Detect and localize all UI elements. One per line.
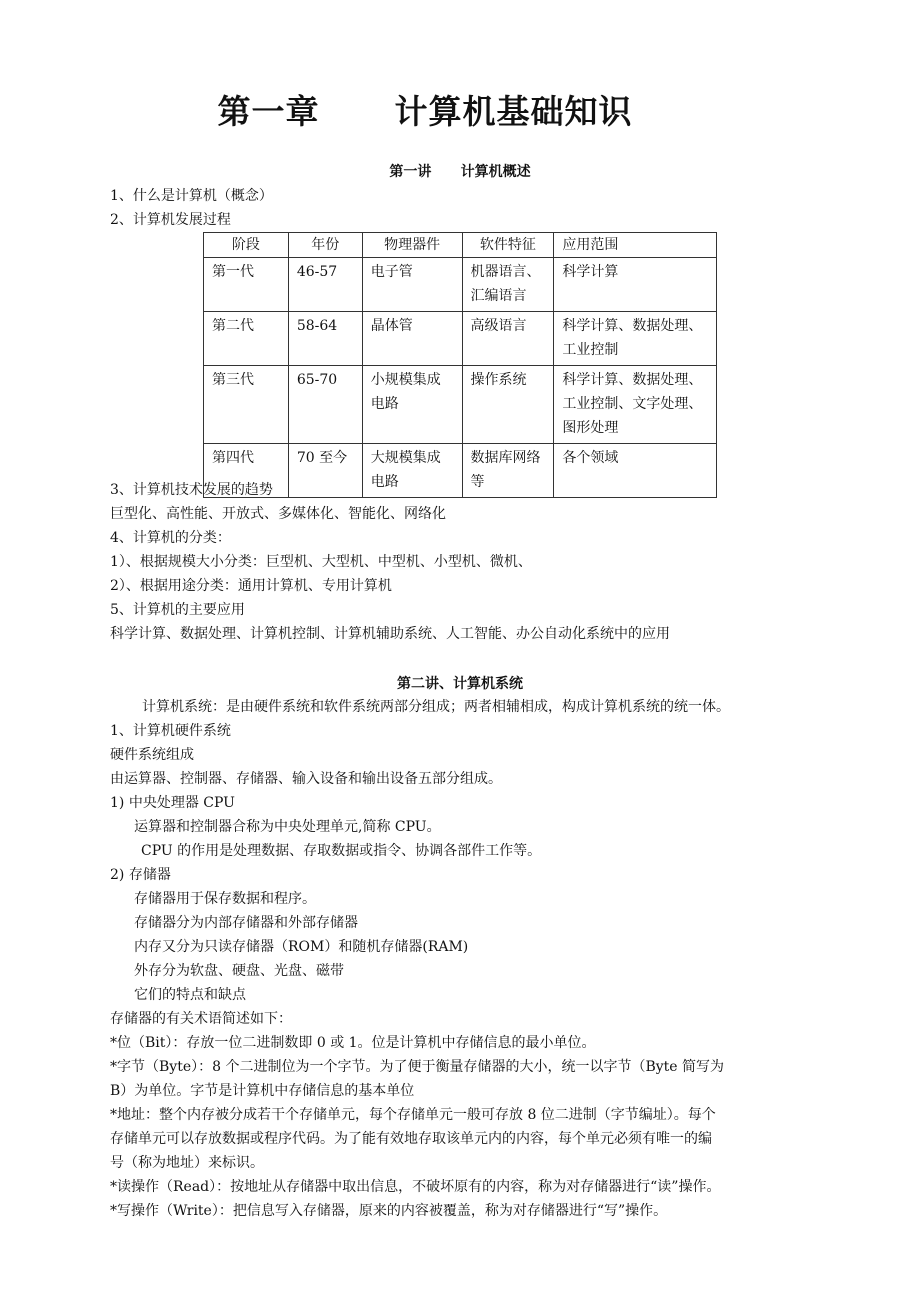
lecture-1-heading: 第一讲 计算机概述 <box>389 164 531 180</box>
trend-list: 巨型化、高性能、开放式、多媒体化、智能化、网络化 <box>110 506 446 522</box>
storage-line: 存储器用于保存数据和程序。 <box>134 891 316 907</box>
table-row <box>204 312 717 366</box>
item-classification: 4、计算机的分类： <box>110 530 231 546</box>
term-line: *字节（Byte）：8 个二进制位为一个字节。为了便于衡量存储器的大小，统一以字节（Byte 简写为 <box>110 1059 725 1075</box>
hardware-parts: 由运算器、控制器、存储器、输入设备和输出设备五部分组成。 <box>110 771 502 787</box>
cpu-definition: 运算器和控制器合称为中央处理单元,简称 CPU。 <box>134 819 441 835</box>
cell-software: 操作系统 <box>462 366 554 444</box>
cell-years: 70 至今 <box>288 444 362 498</box>
cell-software: 高级语言 <box>462 312 554 366</box>
storage-line: 内存又分为只读存储器（ROM）和随机存储器(RAM) <box>134 939 469 955</box>
table-row <box>204 366 717 444</box>
cell-application: 各个领域 <box>554 444 717 498</box>
cell-years: 65-70 <box>288 366 362 444</box>
term-line: *地址：整个内存被分成若干个存储单元，每个存储单元一般可存放 8 位二进制（字节编址）。每个 <box>110 1107 716 1123</box>
cell-years: 46-57 <box>288 258 362 312</box>
cell-application: 科学计算、数据处理、工业控制 <box>554 312 717 366</box>
cpu-heading: 1) 中央处理器 CPU <box>110 795 235 811</box>
table-row <box>204 258 717 312</box>
classification-by-size: 1）、根据规模大小分类：巨型机、大型机、中型机、小型机、微机、 <box>110 554 532 570</box>
cell-application: 科学计算 <box>554 258 717 312</box>
lecture-2-heading: 第二讲、计算机系统 <box>397 676 523 692</box>
cell-stage: 第三代 <box>204 366 289 444</box>
hardware-composition: 硬件系统组成 <box>110 747 194 763</box>
cell-application: 科学计算、数据处理、工业控制、文字处理、图形处理 <box>554 366 717 444</box>
storage-line: 外存分为软盘、硬盘、光盘、磁带 <box>134 963 344 979</box>
cell-device: 电子管 <box>362 258 462 312</box>
item-trend: 3、计算机技术发展的趋势 <box>110 482 273 498</box>
applications-list: 科学计算、数据处理、计算机控制、计算机辅助系统、人工智能、办公自动化系统中的应用 <box>110 626 670 642</box>
classification-by-use: 2）、根据用途分类：通用计算机、专用计算机 <box>110 578 392 594</box>
term-line: *位（Bit）：存放一位二进制数即 0 或 1。位是计算机中存储信息的最小单位。 <box>110 1035 596 1051</box>
cell-device: 小规模集成电路 <box>362 366 462 444</box>
terms-heading: 存储器的有关术语简述如下： <box>110 1011 292 1027</box>
item-applications: 5、计算机的主要应用 <box>110 602 245 618</box>
cell-stage: 第一代 <box>204 258 289 312</box>
table-row <box>204 444 717 498</box>
term-line: 存储单元可以存放数据或程序代码。为了能有效地存取该单元内的内容，每个单元必须有唯一的编 <box>110 1131 712 1147</box>
term-line: B）为单位。字节是计算机中存储信息的基本单位 <box>110 1083 415 1099</box>
term-line: 号（称为地址）来标识。 <box>110 1155 264 1171</box>
header-device: 物理器件 <box>362 233 462 258</box>
item-hardware: 1、计算机硬件系统 <box>110 723 231 739</box>
storage-line: 它们的特点和缺点 <box>134 987 246 1003</box>
table-header-row <box>204 233 717 258</box>
cell-stage: 第四代 <box>204 444 289 498</box>
cell-software: 数据库网络等 <box>462 444 554 498</box>
header-years: 年份 <box>288 233 362 258</box>
header-application: 应用范围 <box>554 233 717 258</box>
storage-line: 存储器分为内部存储器和外部存储器 <box>134 915 358 931</box>
header-software: 软件特征 <box>462 233 554 258</box>
item-development: 2、计算机发展过程 <box>110 212 231 228</box>
term-line: *读操作（Read）：按地址从存储器中取出信息，不破坏原有的内容，称为对存储器进行“读”操作。 <box>110 1179 721 1195</box>
cpu-role: CPU 的作用是处理数据、存取数据或指令、协调各部件工作等。 <box>141 843 542 859</box>
cell-stage: 第二代 <box>204 312 289 366</box>
cell-device: 大规模集成电路 <box>362 444 462 498</box>
term-line: *写操作（Write）：把信息写入存储器，原来的内容被覆盖，称为对存储器进行“写”操作。 <box>110 1203 668 1219</box>
cell-device: 晶体管 <box>362 312 462 366</box>
generations-table <box>203 232 717 498</box>
system-intro: 计算机系统：是由硬件系统和软件系统两部分组成；两者相辅相成，构成计算机系统的统一体。 <box>142 699 730 715</box>
header-stage: 阶段 <box>204 233 289 258</box>
storage-heading: 2) 存储器 <box>110 867 171 883</box>
cell-years: 58-64 <box>288 312 362 366</box>
item-what-is-computer: 1、什么是计算机（概念） <box>110 188 273 204</box>
cell-software: 机器语言、汇编语言 <box>462 258 554 312</box>
chapter-title: 第一章 计算机基础知识 <box>217 92 633 131</box>
